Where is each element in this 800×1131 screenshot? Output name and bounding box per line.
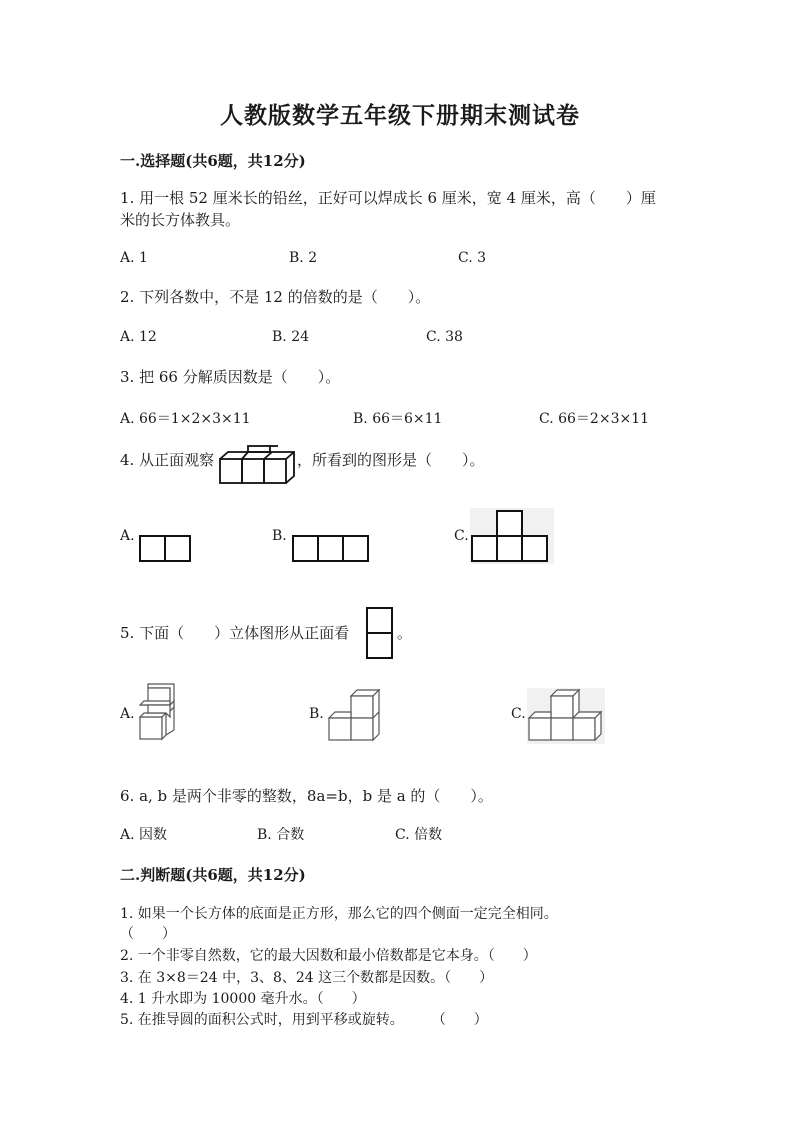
question-3-option-c: C. 66＝2×3×11 (539, 411, 650, 427)
judgement-item-4: 4. 1 升水即为 10000 毫升水。（ ） (120, 991, 366, 1007)
question-2-option-b: B. 24 (272, 329, 310, 345)
question-5-front-view-figure (365, 606, 395, 660)
question-4-solid-figure (218, 445, 296, 487)
question-5-text-before: 5. 下面（ ）立体图形从正面看 (120, 624, 350, 642)
question-1-option-c: C. 3 (458, 250, 487, 266)
question-1-option-a: A. 1 (120, 250, 148, 266)
question-5-option-c-figure (527, 688, 605, 744)
judgement-item-5: 5. 在推导圆的面积公式时，用到平移或旋转。 （ ） (120, 1012, 488, 1028)
question-4-option-a-figure (139, 535, 193, 563)
question-1-option-b: B. 2 (289, 250, 318, 266)
question-4-option-b-figure (292, 535, 372, 563)
question-4-option-a: A. (120, 528, 135, 544)
judgement-item-2: 2. 一个非零自然数，它的最大因数和最小倍数都是它本身。（ ） (120, 948, 537, 964)
section-header-judgement: 二.判断题(共6题，共12分) (120, 866, 306, 884)
question-5-option-a: A. (120, 706, 135, 722)
question-4-text-before: 4. 从正面观察 (120, 451, 215, 469)
question-2-option-c: C. 38 (426, 329, 463, 345)
question-5-option-b-figure (327, 688, 383, 742)
page-title: 人教版数学五年级下册期末测试卷 (220, 102, 580, 129)
question-4-text-after: ，所看到的图形是（ ）。 (297, 451, 485, 469)
question-4-option-c: C. (454, 528, 469, 544)
judgement-item-3: 3. 在 3×8＝24 中，3、8、24 这三个数都是因数。（ ） (120, 970, 494, 986)
question-5-option-b: B. (309, 706, 324, 722)
question-6-option-c: C. 倍数 (395, 827, 443, 843)
question-5-option-c: C. (511, 706, 526, 722)
question-3-option-a: A. 66＝1×2×3×11 (120, 411, 251, 427)
judgement-item-1-blank: （ ） (120, 926, 176, 942)
question-6-option-a: A. 因数 (120, 827, 168, 843)
question-2-text: 2. 下列各数中，不是 12 的倍数的是（ ）。 (120, 288, 431, 306)
question-1-line-1: 1. 用一根 52 厘米长的铅丝，正好可以焊成长 6 厘米，宽 4 厘米，高（ ）厘 (120, 189, 656, 207)
question-2-option-a: A. 12 (120, 329, 157, 345)
question-5-option-a-figure (139, 682, 179, 742)
question-4-option-c-figure (470, 508, 554, 564)
question-3-option-b: B. 66＝6×11 (353, 411, 443, 427)
section-header-choice: 一.选择题(共6题，共12分) (120, 152, 306, 170)
question-5-text-after: 。 (397, 624, 413, 642)
question-1-line-2: 米的长方体教具。 (120, 211, 241, 229)
question-6-option-b: B. 合数 (257, 827, 305, 843)
question-3-text: 3. 把 66 分解质因数是（ ）。 (120, 368, 341, 386)
question-4-option-b: B. (272, 528, 287, 544)
judgement-item-1: 1. 如果一个长方体的底面是正方形，那么它的四个侧面一定完全相同。 (120, 906, 558, 922)
question-6-text: 6. a, b 是两个非零的整数，8a=b，b 是 a 的（ ）。 (120, 787, 493, 805)
